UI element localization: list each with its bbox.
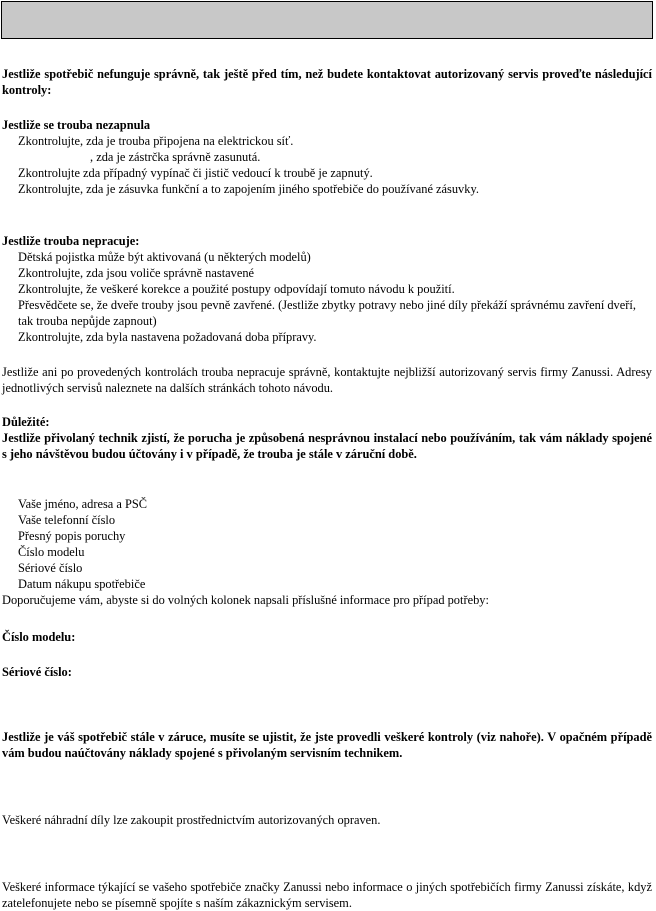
important-note	[2, 414, 652, 462]
section-not-working	[2, 233, 652, 345]
important-heading: Důležité:	[2, 415, 50, 429]
intro-text: Jestliže spotřebič nefunguje správně, tak ještě před tím, než budete kontaktovat autorizovaný servis proveďte následující kontroly:	[2, 67, 652, 97]
list-item: Zkontrolujte, zda byla nastavena požadovaná doba přípravy.	[18, 330, 317, 344]
recommend-text: Doporučujeme vám, abyste si do volných kolonek napsali příslušné informace pro případ potřeby:	[2, 593, 489, 607]
important-text: Jestliže přivolaný technik zjistí, že porucha je způsobená nesprávnou instalací nebo používáním, tak vám náklady spojené s jeho návštěvou budou účtovány i v případě, že trouba je stále v záruční době.	[2, 431, 652, 461]
spare-parts-text: Veškeré náhradní díly lze zakoupit prostřednictvím autorizovaných opraven.	[2, 813, 381, 827]
list-item: Zkontrolujte, že veškeré korekce a použité postupy odpovídají tomuto návodu k použití.	[18, 282, 455, 296]
service-contact-text: Jestliže ani po provedených kontrolách trouba nepracuje správně, kontaktujte nejbližší autorizovaný servis firmy Zanussi. Adresy jednotlivých servisů naleznete na dalších stránkách tohoto návodu.	[2, 365, 652, 395]
section-heading: Jestliže se trouba nezapnula	[2, 118, 151, 132]
more-info-text: Veškeré informace týkající se vašeho spotřebiče značky Zanussi nebo informace o jiných spotřebičích firmy Zanussi získáte, když zatelefonujete nebo se písemně spojíte s naším zákaznickým servisem.	[2, 880, 652, 910]
list-item: Přesvědčete se, že dveře trouby jsou pevně zavřené. (Jestliže zbytky potravy nebo jiné díly překáží správnému zavření dveří, tak trouba nepůjde zapnout)	[18, 298, 636, 328]
list-item: , zda je zástrčka správně zasunutá.	[90, 150, 261, 164]
list-item: Datum nákupu spotřebiče	[18, 577, 146, 591]
list-item: Zkontrolujte, zda je zásuvka funkční a to zapojením jiného spotřebiče do používané zásuvky.	[18, 182, 479, 196]
list-item: Sériové číslo	[18, 561, 83, 575]
list-item: Číslo modelu	[18, 545, 85, 559]
list-item: Dětská pojistka může být aktivovaná (u některých modelů)	[18, 250, 311, 264]
section-header-bar	[1, 1, 653, 39]
section-no-power	[2, 117, 652, 197]
model-number-field: Číslo modelu:	[2, 630, 76, 644]
list-item: Přesný popis poruchy	[18, 529, 126, 543]
section-heading: Jestliže trouba nepracuje:	[2, 234, 140, 248]
list-item: Zkontrolujte, zda jsou voliče správně nastavené	[18, 266, 255, 280]
warranty-note: Jestliže je váš spotřebič stále v záruce, musíte se ujistit, že jste provedli veškeré kontroly (viz nahoře). V opačném případě vám budou naúčtovány náklady spojené s přivolaným servisním technikem.	[2, 730, 652, 760]
list-item: Zkontrolujte, zda je trouba připojena na elektrickou síť.	[18, 134, 294, 148]
list-item: Vaše jméno, adresa a PSČ	[18, 497, 148, 511]
list-item: Zkontrolujte zda případný vypínač či jistič vedoucí k troubě je zapnutý.	[18, 166, 373, 180]
serial-number-field: Sériové číslo:	[2, 665, 72, 679]
list-item: Vaše telefonní číslo	[18, 513, 116, 527]
info-list	[2, 496, 652, 608]
